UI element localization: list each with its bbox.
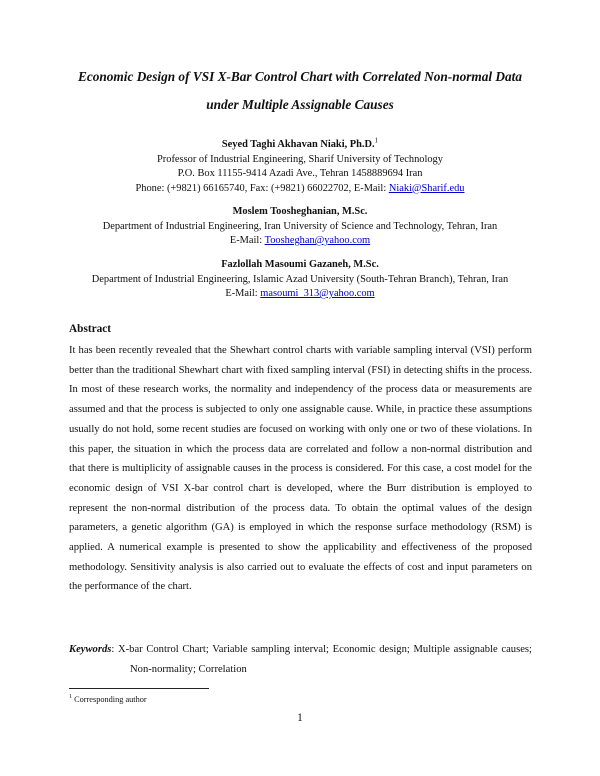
author-name: Moslem Toosheghanian, M.Sc. — [232, 206, 368, 217]
author-contact: E-Mail: masoumi_313@yahoo.com — [225, 288, 375, 299]
footnote-mark: 1 — [374, 136, 379, 145]
paper-title-line-2: under Multiple Assignable Causes — [206, 97, 394, 112]
paper-title-line-1: Economic Design of VSI X-Bar Control Chart with Correlated Non-normal Data — [77, 69, 523, 84]
author-affiliation: Professor of Industrial Engineering, Sharif University of Technology — [157, 153, 443, 165]
author-contact: Phone: (+9821) 66165740, Fax: (+9821) 66022702, E-Mail: Niaki@Sharif.edu — [135, 182, 465, 194]
abstract-heading: Abstract — [69, 323, 112, 335]
author-affiliation: Department of Industrial Engineering, Iran University of Science and Technology, Tehran, Iran — [102, 220, 498, 232]
author-contact: E-Mail: Toosheghan@yahoo.com — [229, 235, 371, 246]
keywords-text: : X-bar Control Chart; Variable sampling interval; Economic design; Multiple assignable causes; Non-normality; Correlation — [111, 644, 532, 675]
footnote-text: Corresponding author — [72, 695, 147, 704]
author-block-3 — [30, 258, 570, 302]
author-address: P.O. Box 11155-9414 Azadi Ave., Tehran 1458889694 Iran — [177, 168, 423, 179]
abstract-body: It has been recently revealed that the Shewhart control charts with variable sampling interval (VSI) perform better than the traditional Shewhart chart with fixed sampling interval (FSI) in detecting shifts in the process. In most of these research works, the normality and independency of the process data or measurements are assumed and that the process is subjected to only one assignable cause. While, in practice these assumptions usually do not hold, some recent studies are focused on working with only one or two of these violations. In this paper, the situation in which the process data are correlated and follow a non-normal distribution and that there is multiplicity of assignable causes in the process is considered. For this case, a cost model for the economic design of VSI X-bar control chart is developed, where the Burr distribution is employed to represent the non-normal distribution of the process data. To obtain the optimal values of the design parameters, a genetic algorithm (GA) is employed in which the response surface methodology (RSM) is applied. A numerical example is presented to show the applicability and effectiveness of the proposed methodology. Sensitivity analysis is also carried out to evaluate the effects of cost and input parameters on the performance of the chart. — [69, 345, 532, 593]
keywords — [69, 640, 532, 679]
author-email-link[interactable]: masoumi_313@yahoo.com — [260, 288, 375, 299]
keywords-label: Keywords — [69, 644, 112, 655]
footnote-divider — [69, 688, 209, 689]
author-block-1 — [30, 138, 570, 196]
page-number: 1 — [297, 712, 303, 724]
footnote — [69, 695, 147, 704]
author-name: Seyed Taghi Akhavan Niaki, Ph.D.$^1$ — [221, 136, 379, 150]
author-name: Fazlollah Masoumi Gazaneh, M.Sc. — [221, 259, 379, 270]
author-email-link[interactable]: Niaki@Sharif.edu — [388, 182, 465, 194]
footnote-mark: 1 — [69, 694, 72, 701]
author-block-2 — [30, 205, 570, 249]
author-email-link[interactable]: Toosheghan@yahoo.com — [264, 235, 371, 246]
author-affiliation: Department of Industrial Engineering, Islamic Azad University (South-Tehran Branch), Tehran, Iran — [91, 273, 509, 285]
